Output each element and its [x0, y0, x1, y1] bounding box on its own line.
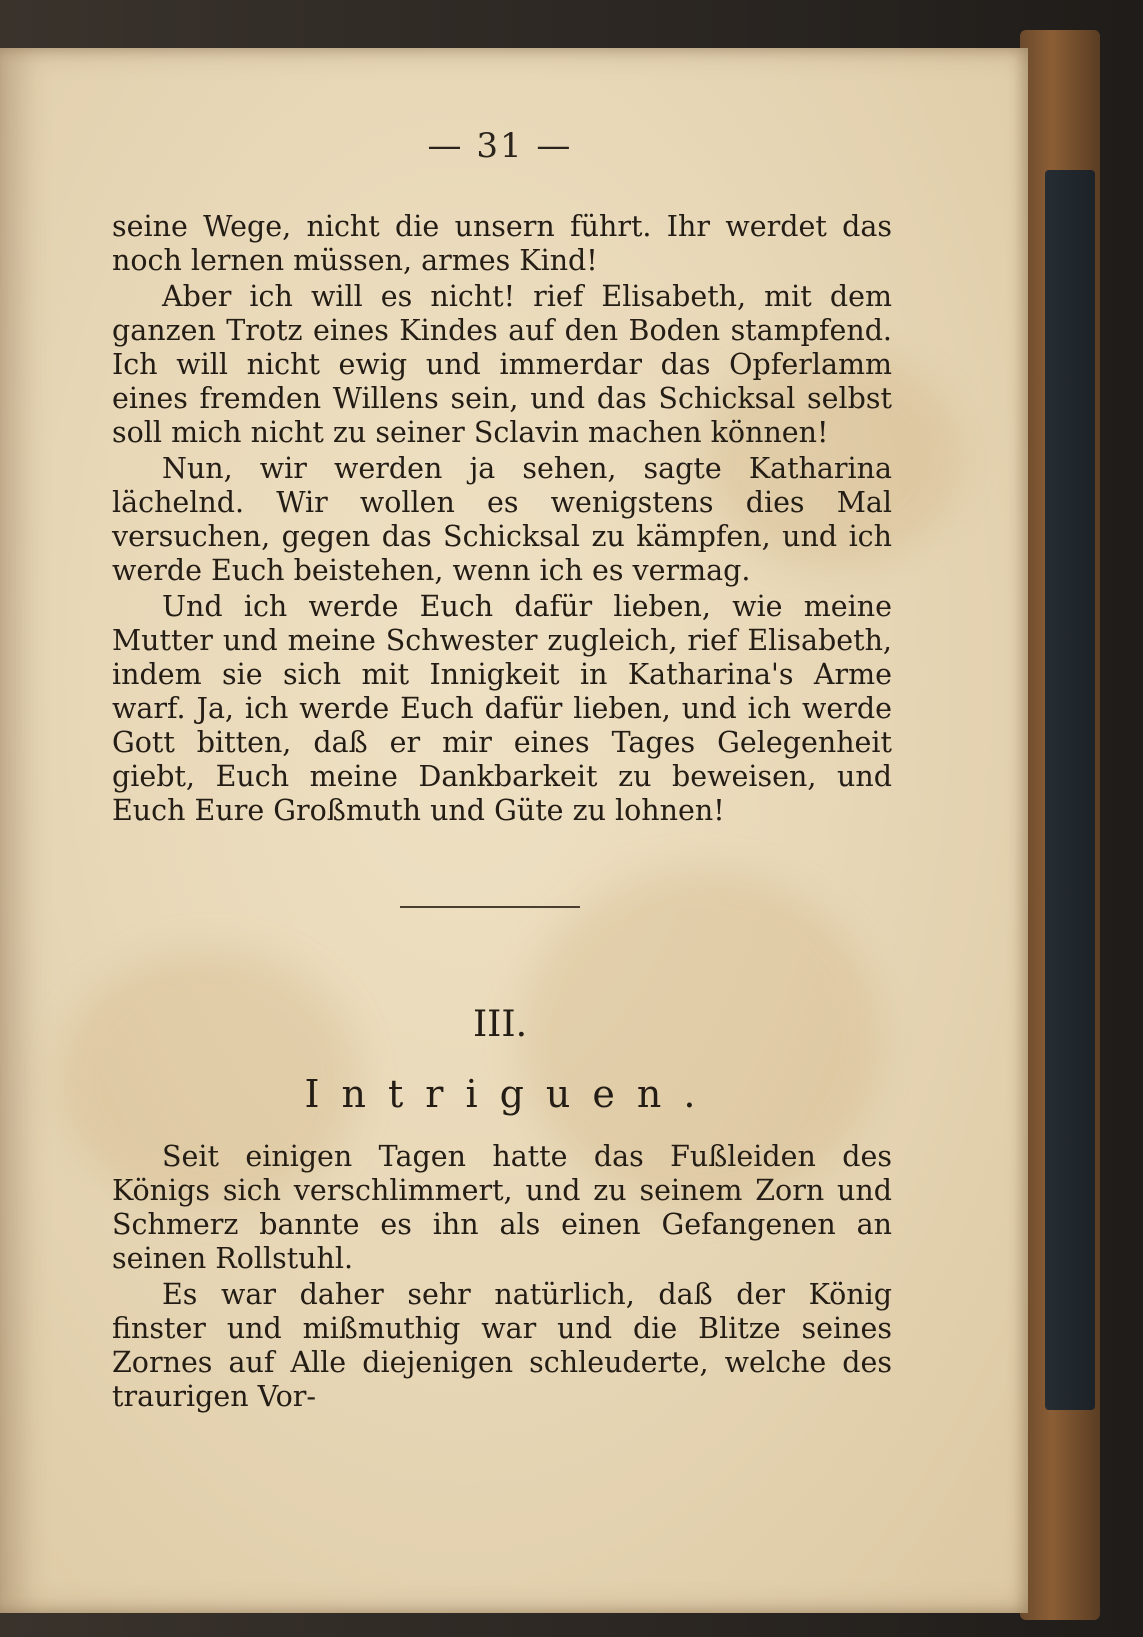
page-number: — 31 —	[427, 126, 573, 166]
paragraph: Nun, wir werden ja sehen, sagte Katharina lächelnd. Wir wollen es wenigstens dies Mal versuchen, gegen das Schicksal zu kämpfen, und ich werde Euch beistehen, wenn ich es vermag.	[112, 452, 892, 587]
chapter-number: III.	[472, 1004, 528, 1045]
spine-cloth	[1045, 170, 1095, 1410]
paragraph: Aber ich will es nicht! rief Elisabeth, mit dem ganzen Trotz eines Kindes auf den Boden stampfend. Ich will nicht ewig und immerdar das Opferlamm eines fremden Willens sein, und das Schicksal selbst soll mich nicht zu seiner Sclavin machen können!	[112, 280, 892, 449]
text-block-bottom	[112, 1140, 892, 1414]
paragraph: seine Wege, nicht die unsern führt. Ihr werdet das noch lernen müssen, armes Kind!	[112, 210, 892, 277]
paragraph: Seit einigen Tagen hatte das Fußleiden des Königs sich verschlimmert, und zu seinem Zorn und Schmerz bannte es ihn als einen Gefangenen an seinen Rollstuhl.	[112, 1140, 892, 1275]
text-block-top	[112, 210, 892, 828]
paragraph: Es war daher sehr natürlich, daß der König finster und mißmuthig war und die Blitze seines Zornes auf Alle diejenigen schleuderte, welche des traurigen Vor-	[112, 1278, 892, 1413]
section-separator	[400, 906, 580, 908]
paragraph: Und ich werde Euch dafür lieben, wie meine Mutter und meine Schwester zugleich, rief Elisabeth, indem sie sich mit Innigkeit in Katharina's Arme warf. Ja, ich werde Euch dafür lieben, und ich werde Gott bitten, daß er mir eines Tages Gelegenheit giebt, Euch meine Dankbarkeit zu beweisen, und Euch Eure Großmuth und Güte zu lohnen!	[112, 590, 892, 827]
chapter-title: Intriguen.	[304, 1072, 718, 1116]
